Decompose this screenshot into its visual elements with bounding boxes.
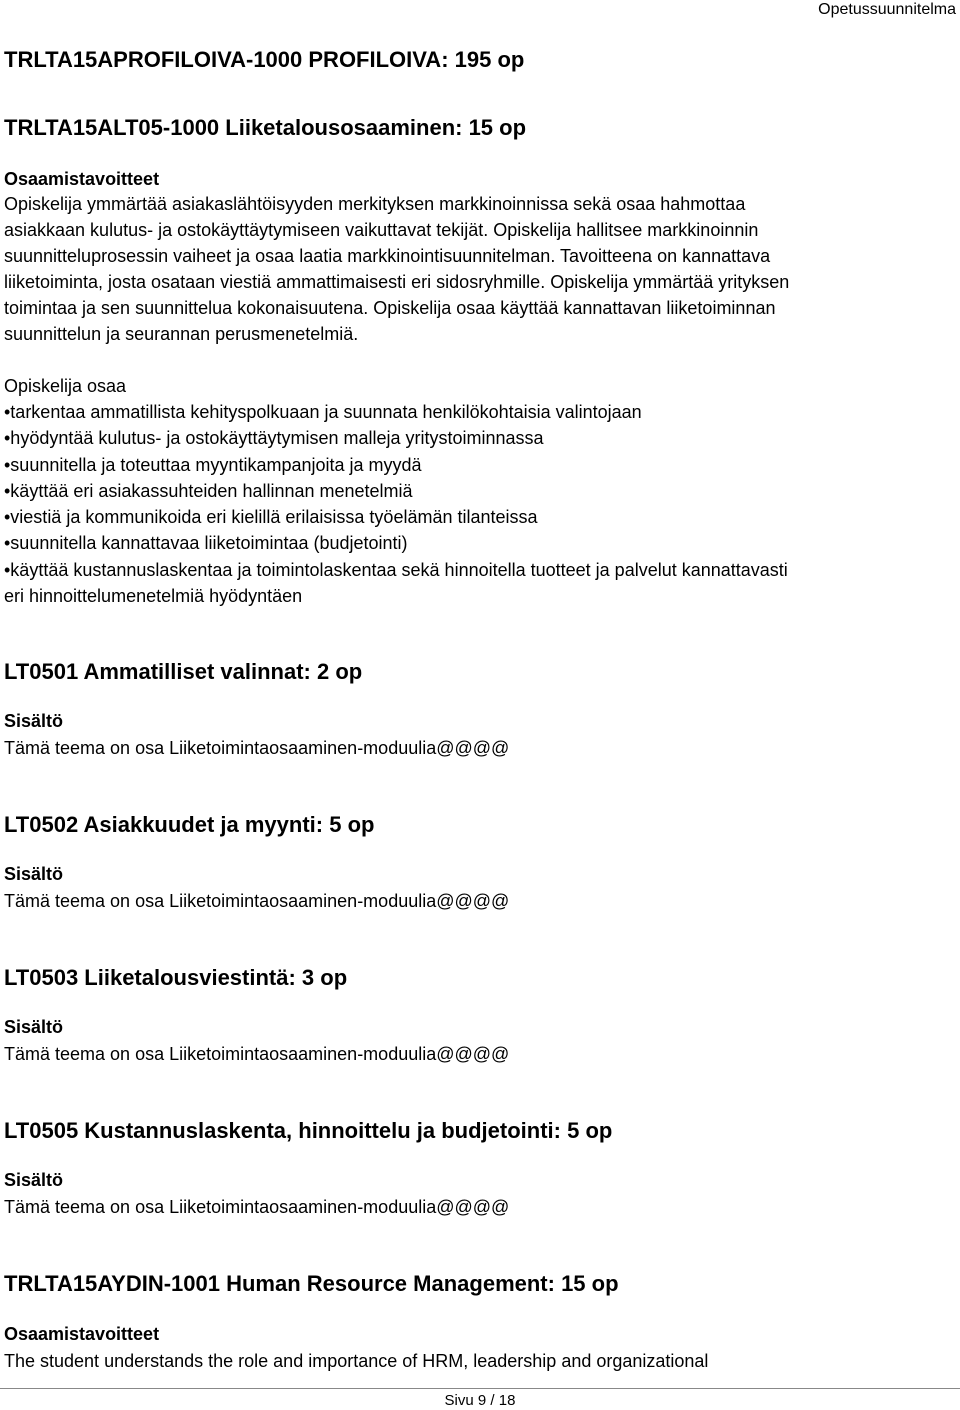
course-content-text: Tämä teema on osa Liiketoimintaosaaminen-moduulia@@@@: [4, 738, 510, 758]
objectives-line: toimintaa ja sen suunnittelua kokonaisuutena. Opiskelija osaa käyttää kannattavan liiketoiminnan: [4, 298, 776, 318]
course-content-heading: Sisältö: [4, 864, 64, 884]
list-item-continuation: eri hinnoittelumenetelmiä hyödyntäen: [4, 586, 303, 607]
list-item: •suunnitella ja toteuttaa myyntikampanjoita ja myydä: [4, 454, 422, 475]
list-item: •suunnitella kannattavaa liiketoimintaa (budjetointi): [4, 533, 408, 554]
objectives-line: Opiskelija ymmärtää asiakaslähtöisyyden merkityksen markkinoinnissa sekä osaa hahmottaa: [4, 194, 746, 214]
course-title-lt0505: LT0505 Kustannuslaskenta, hinnoittelu ja budjetointi: 5 op: [4, 1118, 613, 1143]
objectives-line: suunnitteluprosessin vaiheet ja osaa laatia markkinointisuunnitelman. Tavoitteena on kannattava: [4, 246, 771, 266]
can-do-list: [4, 399, 944, 609]
course-title-lt0501: LT0501 Ammatilliset valinnat: 2 op: [4, 659, 363, 684]
profiloiva-heading: TRLTA15APROFILOIVA-1000 PROFILOIVA: 195 op: [4, 47, 525, 72]
document-type-label: Opetussuunnitelma: [818, 1, 956, 18]
liiketalous-module-heading: TRLTA15ALT05-1000 Liiketalousosaaminen: 15 op: [4, 115, 527, 140]
hrm-module-heading: TRLTA15AYDIN-1001 Human Resource Management: 15 op: [4, 1271, 619, 1296]
objectives-paragraph: [4, 191, 944, 347]
can-do-intro: Opiskelija osaa: [4, 376, 127, 396]
course-content-text: Tämä teema on osa Liiketoimintaosaaminen-moduulia@@@@: [4, 1197, 510, 1217]
objectives-line: suunnittelun ja seurannan perusmenetelmiä.: [4, 324, 359, 344]
course-content-heading: Sisältö: [4, 1170, 64, 1190]
list-item: •viestiä ja kommunikoida eri kielillä erilaisissa työelämän tilanteissa: [4, 507, 538, 528]
course-content-heading: Sisältö: [4, 1017, 64, 1037]
objectives-line: asiakkaan kulutus- ja ostokäyttäytymiseen vaikuttavat tekijät. Opiskelija hallitsee markkinoinnin: [4, 220, 759, 240]
course-content-text: Tämä teema on osa Liiketoimintaosaaminen-moduulia@@@@: [4, 891, 510, 911]
footer-divider: [0, 1388, 960, 1389]
list-item: •tarkentaa ammatillista kehityspolkuaan ja suunnata henkilökohtaisia valintojaan: [4, 402, 642, 422]
course-content-heading: Sisältö: [4, 711, 64, 731]
hrm-objectives-text: The student understands the role and importance of HRM, leadership and organizational: [4, 1351, 709, 1371]
course-content-text: Tämä teema on osa Liiketoimintaosaaminen-moduulia@@@@: [4, 1044, 510, 1064]
objectives-heading: Osaamistavoitteet: [4, 169, 160, 189]
course-title-lt0503: LT0503 Liiketalousviestintä: 3 op: [4, 965, 348, 990]
list-item: •käyttää kustannuslaskentaa ja toimintolaskentaa sekä hinnoitella tuotteet ja palvelut kannattavasti: [4, 559, 788, 580]
page-number: Sivu 9 / 18: [444, 1392, 516, 1409]
list-item: •käyttää eri asiakassuhteiden hallinnan menetelmiä: [4, 480, 413, 501]
objectives-line: liiketoiminta, josta osataan viestiä ammattimaisesti eri sidosryhmille. Opiskelija ymmärtää yrityksen: [4, 272, 790, 292]
course-title-lt0502: LT0502 Asiakkuudet ja myynti: 5 op: [4, 812, 375, 837]
hrm-objectives-heading: Osaamistavoitteet: [4, 1324, 160, 1344]
list-item: •hyödyntää kulutus- ja ostokäyttäytymisen malleja yritystoiminnassa: [4, 428, 544, 449]
